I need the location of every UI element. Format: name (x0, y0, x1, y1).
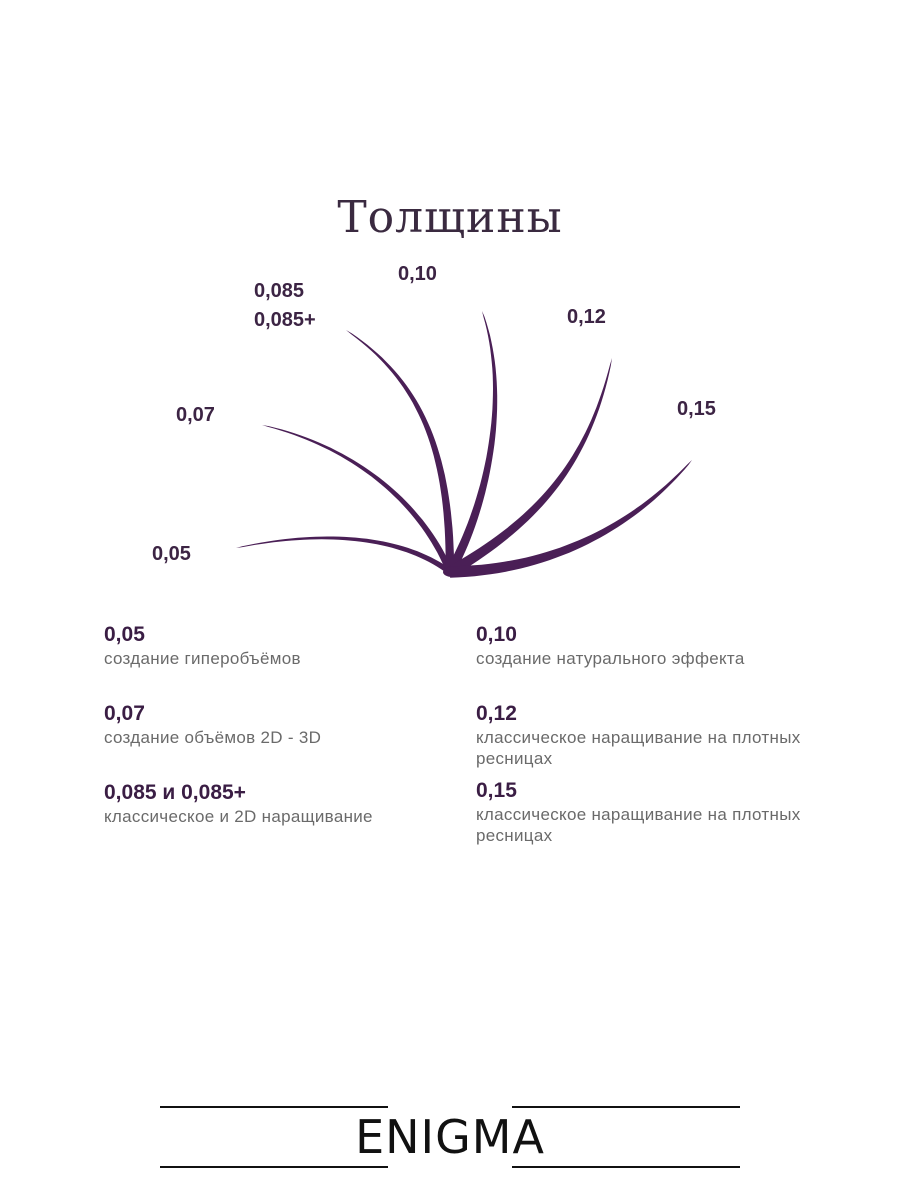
label-0085-plus: 0,085+ (254, 309, 316, 331)
description-text: создание гиперобъёмов (104, 649, 301, 668)
lash-007 (262, 425, 453, 573)
label-007: 0,07 (176, 404, 215, 426)
description-value: 0,10 (476, 623, 517, 646)
description-0085 (104, 780, 464, 827)
description-005 (104, 622, 464, 669)
description-value: 0,085 и 0,085+ (104, 781, 246, 804)
label-005: 0,05 (152, 543, 191, 565)
description-value: 0,15 (476, 779, 517, 802)
description-010 (476, 622, 836, 669)
description-015 (476, 778, 806, 846)
brand-rule-bottom-right (512, 1166, 740, 1168)
brand-logo: ENIGMA (355, 1110, 545, 1164)
description-text: создание натурального эффекта (476, 649, 745, 668)
description-text: классическое и 2D наращивание (104, 807, 373, 826)
lash-005 (236, 537, 452, 575)
description-012 (476, 701, 806, 769)
description-text: классическое наращивание на плотных ресницах (476, 805, 801, 845)
label-010: 0,10 (398, 263, 437, 285)
description-007 (104, 701, 464, 748)
brand-rule-top-right (512, 1106, 740, 1108)
description-value: 0,07 (104, 702, 145, 725)
description-text: создание объёмов 2D - 3D (104, 728, 322, 747)
lash-010 (446, 311, 497, 574)
brand-rule-top-left (160, 1106, 388, 1108)
label-012: 0,12 (567, 306, 606, 328)
label-015: 0,15 (677, 398, 716, 420)
description-text: классическое наращивание на плотных ресницах (476, 728, 801, 768)
brand-rule-bottom-left (160, 1166, 388, 1168)
label-0085: 0,085 (254, 280, 305, 302)
page-title: Толщины (337, 192, 563, 243)
description-value: 0,05 (104, 623, 145, 646)
description-value: 0,12 (476, 702, 517, 725)
lash-0085 (346, 330, 454, 572)
lash-base (443, 567, 461, 577)
